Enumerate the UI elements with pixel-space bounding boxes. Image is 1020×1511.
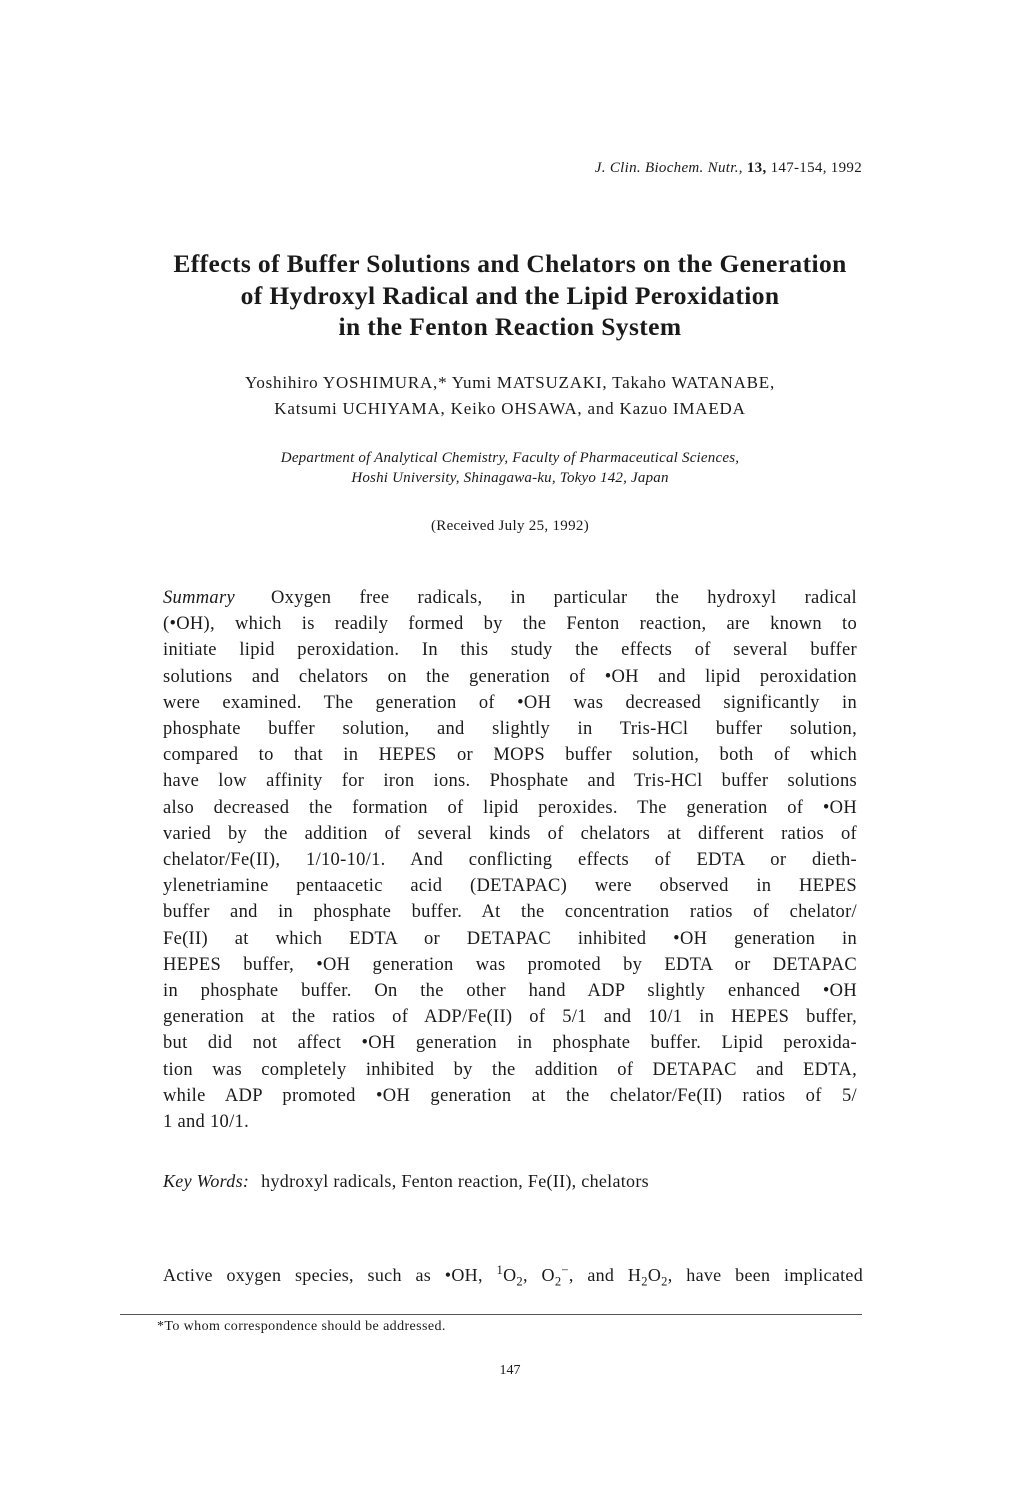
body-first-line — [163, 1263, 864, 1289]
subscript: 2 — [516, 1274, 523, 1289]
title-line: in the Fenton Reaction System — [338, 312, 682, 341]
subscript: 2 — [661, 1274, 668, 1289]
affiliation — [110, 448, 910, 488]
subscript: 2 — [554, 1274, 562, 1289]
summary-line-text: Oxygen free radicals, in particular the hydroxyl radical — [270, 588, 857, 608]
summary-line — [163, 585, 857, 611]
author-list — [110, 370, 910, 422]
body-text: O — [503, 1265, 517, 1285]
summary-line: generation at the ratios of ADP/Fe(II) of 5/1 and 10/1 in HEPES buffer, — [163, 1007, 857, 1028]
summary-line: Fe(II) at which EDTA or DETAPAC inhibited •OH generation in — [163, 928, 857, 949]
summary-line: varied by the addition of several kinds of chelators at different ratios of — [163, 823, 857, 844]
journal-citation — [595, 160, 862, 177]
summary-line: were examined. The generation of •OH was decreased significantly in — [163, 692, 857, 713]
received-date: (Received July 25, 1992) — [431, 518, 589, 534]
summary-line: solutions and chelators on the generation of •OH and lipid peroxidation — [163, 666, 857, 687]
body-text: , and H — [568, 1265, 642, 1285]
superscript: − — [561, 1263, 569, 1277]
journal-volume: 13, — [746, 160, 767, 176]
summary-line: chelator/Fe(II), 1/10-10/1. And conflicting effects of EDTA or dieth- — [163, 850, 857, 871]
key-words — [163, 1171, 649, 1192]
affiliation-line: Department of Analytical Chemistry, Faculty of Pharmaceutical Sciences, — [280, 450, 740, 466]
summary-line: tion was completely inhibited by the addition of DETAPAC and EDTA, — [163, 1059, 857, 1080]
summary-line: ylenetriamine pentaacetic acid (DETAPAC) were observed in HEPES — [163, 876, 857, 897]
summary-line: HEPES buffer, •OH generation was promoted by EDTA or DETAPAC — [163, 954, 857, 975]
correspondence-footnote: *To whom correspondence should be addressed. — [157, 1319, 446, 1334]
summary-line: but did not affect •OH generation in phosphate buffer. Lipid peroxida- — [163, 1033, 857, 1054]
title-line: Effects of Buffer Solutions and Chelators on the Generation — [173, 249, 847, 278]
summary-line: have low affinity for iron ions. Phosphate and Tris-HCl buffer solutions — [163, 771, 857, 792]
page-number: 147 — [499, 1363, 521, 1378]
summary-line: in phosphate buffer. On the other hand ADP slightly enhanced •OH — [163, 981, 857, 1002]
summary-line: (•OH), which is readily formed by the Fenton reaction, are known to — [163, 614, 857, 635]
superscript: 1 — [496, 1263, 504, 1277]
footnote-divider — [120, 1314, 862, 1315]
body-text: O — [647, 1265, 662, 1285]
paper-title — [110, 248, 910, 343]
summary-line: 1 and 10/1. — [163, 1112, 250, 1133]
abstract-summary — [163, 585, 857, 1135]
summary-line: while ADP promoted •OH generation at the chelator/Fe(II) ratios of 5/ — [163, 1085, 857, 1106]
journal-name: J. Clin. Biochem. Nutr., — [594, 160, 743, 176]
body-text: , O — [523, 1265, 555, 1285]
summary-line: compared to that in HEPES or MOPS buffer solution, both of which — [163, 745, 857, 766]
subscript: 2 — [641, 1274, 648, 1289]
key-words-text: hydroxyl radicals, Fenton reaction, Fe(II), chelators — [261, 1171, 649, 1191]
summary-line: initiate lipid peroxidation. In this study the effects of several buffer — [163, 640, 857, 661]
journal-pages-year: 147-154, 1992 — [770, 160, 862, 176]
summary-label: Summary — [163, 588, 235, 608]
affiliation-line: Hoshi University, Shinagawa-ku, Tokyo 142, Japan — [351, 470, 669, 486]
key-words-label: Key Words: — [163, 1171, 250, 1191]
summary-line: phosphate buffer solution, and slightly in Tris-HCl buffer solution, — [163, 719, 857, 740]
body-text: Active oxygen species, such as •OH, — [163, 1265, 497, 1285]
author-line: Yoshihiro YOSHIMURA,* Yumi MATSUZAKI, Takaho WATANABE, — [244, 373, 776, 392]
title-line: of Hydroxyl Radical and the Lipid Peroxidation — [240, 280, 780, 310]
author-line: Katsumi UCHIYAMA, Keiko OHSAWA, and Kazuo IMAEDA — [274, 399, 746, 418]
summary-line: also decreased the formation of lipid peroxides. The generation of •OH — [163, 797, 857, 818]
body-text: , have been implicated — [667, 1265, 864, 1285]
summary-line: buffer and in phosphate buffer. At the concentration ratios of chelator/ — [163, 902, 857, 923]
